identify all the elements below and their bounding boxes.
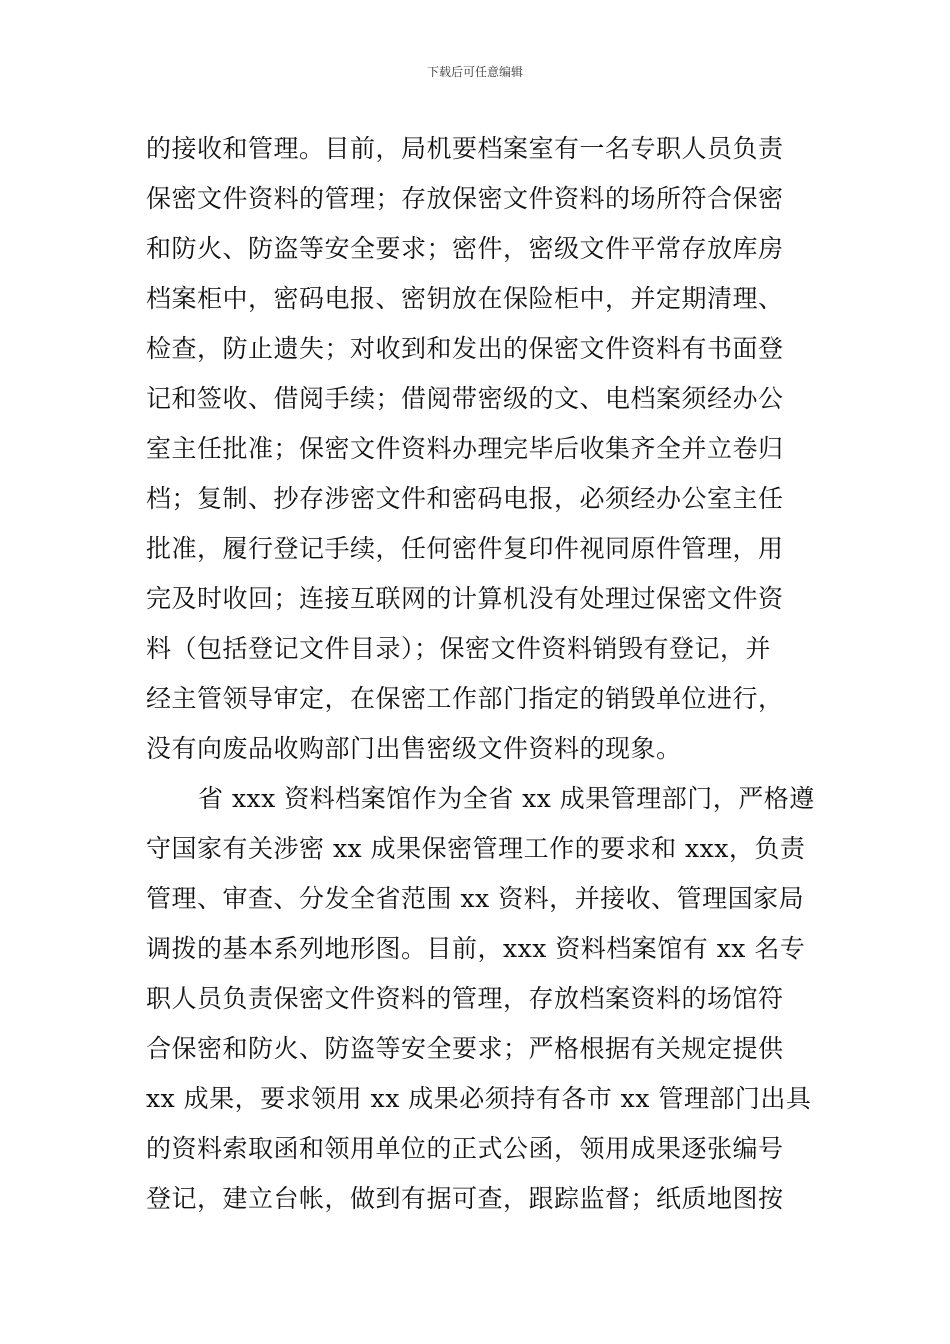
- text-line: 没有向废品收购部门出售密级文件资料的现象。: [146, 734, 682, 763]
- text-line: 检查，防止遗失；对收到和发出的保密文件资料有书面登: [146, 334, 784, 363]
- text-line: 完及时收回；连接互联网的计算机没有处理过保密文件资: [146, 584, 784, 613]
- text-line: 档案柜中，密码电报、密钥放在保险柜中，并定期清理、: [146, 284, 784, 313]
- text-line: xx 成果，要求领用 xx 成果必须持有各市 xx 管理部门出具: [146, 1084, 812, 1113]
- text-line: 管理、审查、分发全省范围 xx 资料，并接收、管理国家局: [146, 884, 805, 913]
- text-line: 档；复制、抄存涉密文件和密码电报，必须经办公室主任: [146, 484, 784, 513]
- text-line: 的资料索取函和领用单位的正式公函，领用成果逐张编号: [146, 1134, 784, 1163]
- text-line: 保密文件资料的管理；存放保密文件资料的场所符合保密: [146, 184, 784, 213]
- text-line: 记和签收、借阅手续；借阅带密级的文、电档案须经办公: [146, 384, 784, 413]
- text-line: 的接收和管理。目前，局机要档案室有一名专职人员负责: [146, 134, 784, 163]
- document-body: [146, 124, 815, 1224]
- text-line: 室主任批准；保密文件资料办理完毕后收集齐全并立卷归: [146, 434, 784, 463]
- page-header: 下载后可任意编辑: [426, 65, 523, 79]
- paragraph-archive-room: [146, 124, 806, 774]
- text-line: 职人员负责保密文件资料的管理，存放档案资料的场馆符: [146, 984, 784, 1013]
- text-line: 登记，建立台帐，做到有据可查，跟踪监督；纸质地图按: [146, 1184, 784, 1213]
- text-line: 省 xxx 资料档案馆作为全省 xx 成果管理部门，严格遵: [198, 784, 815, 813]
- text-line: 合保密和防火、防盗等安全要求；严格根据有关规定提供: [146, 1034, 784, 1063]
- text-line: 守国家有关涉密 xx 成果保密管理工作的要求和 xxx，负责: [146, 834, 806, 863]
- text-line: 批准，履行登记手续，任何密件复印件视同原件管理，用: [146, 534, 784, 563]
- text-line: 和防火、防盗等安全要求；密件，密级文件平常存放库房: [146, 234, 784, 263]
- paragraph-data-archive: [146, 774, 815, 1224]
- text-line: 经主管领导审定，在保密工作部门指定的销毁单位进行，: [146, 684, 784, 713]
- text-line: 料（包括登记文件目录）；保密文件资料销毁有登记，并: [146, 634, 772, 663]
- text-line: 调拨的基本系列地形图。目前，xxx 资料档案馆有 xx 名专: [146, 934, 806, 963]
